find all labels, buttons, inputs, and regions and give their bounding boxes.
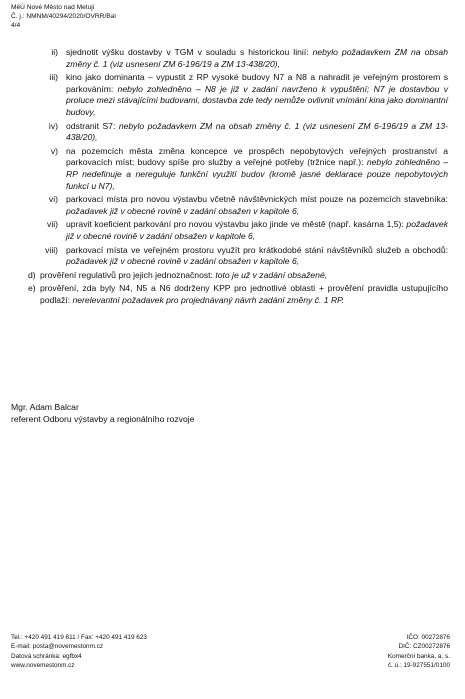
document-header (11, 3, 116, 30)
list-item-request: na pozemcích města změna koncepce ve prospěch nepobytových veřejných prostranství a parkovacích míst; budovy spíše pro služby a veřejné potřeby (tržnice např.): (66, 145, 448, 168)
header-organization: MěÚ Nové Město nad Metují (11, 4, 95, 11)
footer-data-box: Datová schránka: egfbx4 (11, 652, 82, 660)
signature-name: Mgr. Adam Balcar (11, 402, 79, 412)
header-page-number: 4/4 (11, 22, 21, 29)
list-item-marker: vii) (47, 219, 58, 230)
list-item (28, 72, 448, 118)
list-item-request: prověření regulativů pro jejich jednoznačnost: (40, 269, 216, 280)
list-item-text (66, 245, 448, 268)
list-item-text (40, 283, 448, 306)
list-item-request: sjednotit výšku dostavby v TGM v souladu s historickou linií: (66, 47, 313, 57)
list-item-text (66, 72, 448, 118)
footer-phone: Tel.: +420 491 419 611 / Fax: +420 491 419 623 (11, 634, 147, 641)
list-item-marker: iv) (48, 120, 58, 131)
list-item-marker: e) (28, 283, 36, 294)
list-item-request: parkovací místa pro novou výstavbu včetně návštěvnických míst pouze na pozemcích stavebníka: (66, 194, 448, 205)
footer-ico: IČO: 00272876 (406, 634, 450, 641)
list-item-request: parkovací místa ve veřejném prostoru využít pro krátkodobé stání návštěvníků služeb a obchodů: (66, 244, 448, 255)
list-item (28, 270, 448, 282)
list-item-text (40, 270, 448, 282)
list-item (28, 121, 448, 144)
list-item (28, 245, 448, 268)
list-item-response: požadavek již v obecné rovině v zadání obsažen v kapitole 6, (66, 205, 300, 216)
list-item-marker: iii) (49, 72, 58, 83)
list-item-text (66, 121, 448, 144)
footer-account: č. ú.: 19-927551/0100 (387, 662, 450, 670)
list-item (28, 47, 448, 70)
list-item-marker: viii) (45, 244, 58, 255)
list-item-response: nebylo požadavkem ZM na obsah změny č. 1 (viz usnesení ZM 6-196/19 a ZM 13-438/20), (66, 120, 448, 143)
list-item-response: nebylo zohledněno – N8 je již v zadání navrženo k vypuštění; N7 je dostavbou v proluce mezi stávajícími budovami, dostavba zde tedy nemůže ovlivnit vnímání kina jako dominantní budovy, (66, 83, 448, 117)
list-item-response: požadavek již v obecné rovině v zadání obsažen v kapitole 6, (66, 219, 448, 241)
list-item-request: prověření, zda byly N4, N5 a N6 dodrženy KPP pro jednotlivé oblasti + prověření pravidla ustupujícího podlaží: (40, 283, 448, 305)
document-body (28, 47, 448, 308)
list-item-response: toto je už v zadání obsažené, (215, 269, 328, 280)
header-reference-number: Č. j.: NMNM/40294/2020/OVRR/Bal (11, 13, 116, 20)
alpha-list (28, 270, 448, 307)
list-item-response: požadavek již v obecné rovině v zadání obsažen v kapitole 6, (66, 256, 300, 267)
list-item-text (66, 47, 448, 70)
list-item-request: upravit koeficient parkování pro novou výstavbu jako jinde ve městě (např. kasárna 1,5): (66, 219, 407, 230)
roman-list (28, 47, 448, 268)
list-item-marker: ii) (51, 47, 58, 57)
list-item-text (66, 194, 448, 217)
footer-company-info (388, 633, 450, 671)
list-item-marker: v) (50, 145, 58, 156)
list-item-marker: vi) (48, 194, 58, 205)
list-item-response: nebylo požadavkem ZM na obsah změny č. 1 (viz usnesení ZM 6-196/19 a ZM 13-438/20), (66, 47, 448, 69)
footer-website: www.novemestonm.cz (11, 662, 75, 670)
footer-dic: DIČ: CZ00272876 (398, 643, 450, 651)
list-item-request: kino jako dominanta – vypustit z RP vysoké budovy N7 a N8 a nahradit je veřejným prostorem s parkováním: (66, 72, 448, 94)
list-item-request: odstranit S7: (66, 120, 119, 131)
signature-block (11, 402, 194, 425)
footer-email: E-mail: posta@novemestonm.cz (11, 643, 104, 651)
list-item-response: nebylo zohledněno – RP nedefinuje a nereguluje funkční využití budov (kromě jasné deklarace pouze nepobytových funkcí u N7), (66, 157, 448, 191)
signature-position: referent Odboru výstavby a regionálního rozvoje (11, 413, 195, 424)
list-item-text (66, 219, 448, 242)
list-item (28, 283, 448, 306)
list-item (28, 146, 448, 192)
list-item (28, 194, 448, 217)
footer-bank: Komerční banka, a. s. (387, 652, 450, 660)
list-item-marker: d) (28, 269, 36, 280)
list-item-response: nerelevantní požadavek pro projednávaný návrh zadání změny č. 1 RP. (72, 294, 345, 305)
list-item (28, 219, 448, 242)
footer-contact (11, 633, 147, 671)
list-item-text (66, 146, 448, 192)
